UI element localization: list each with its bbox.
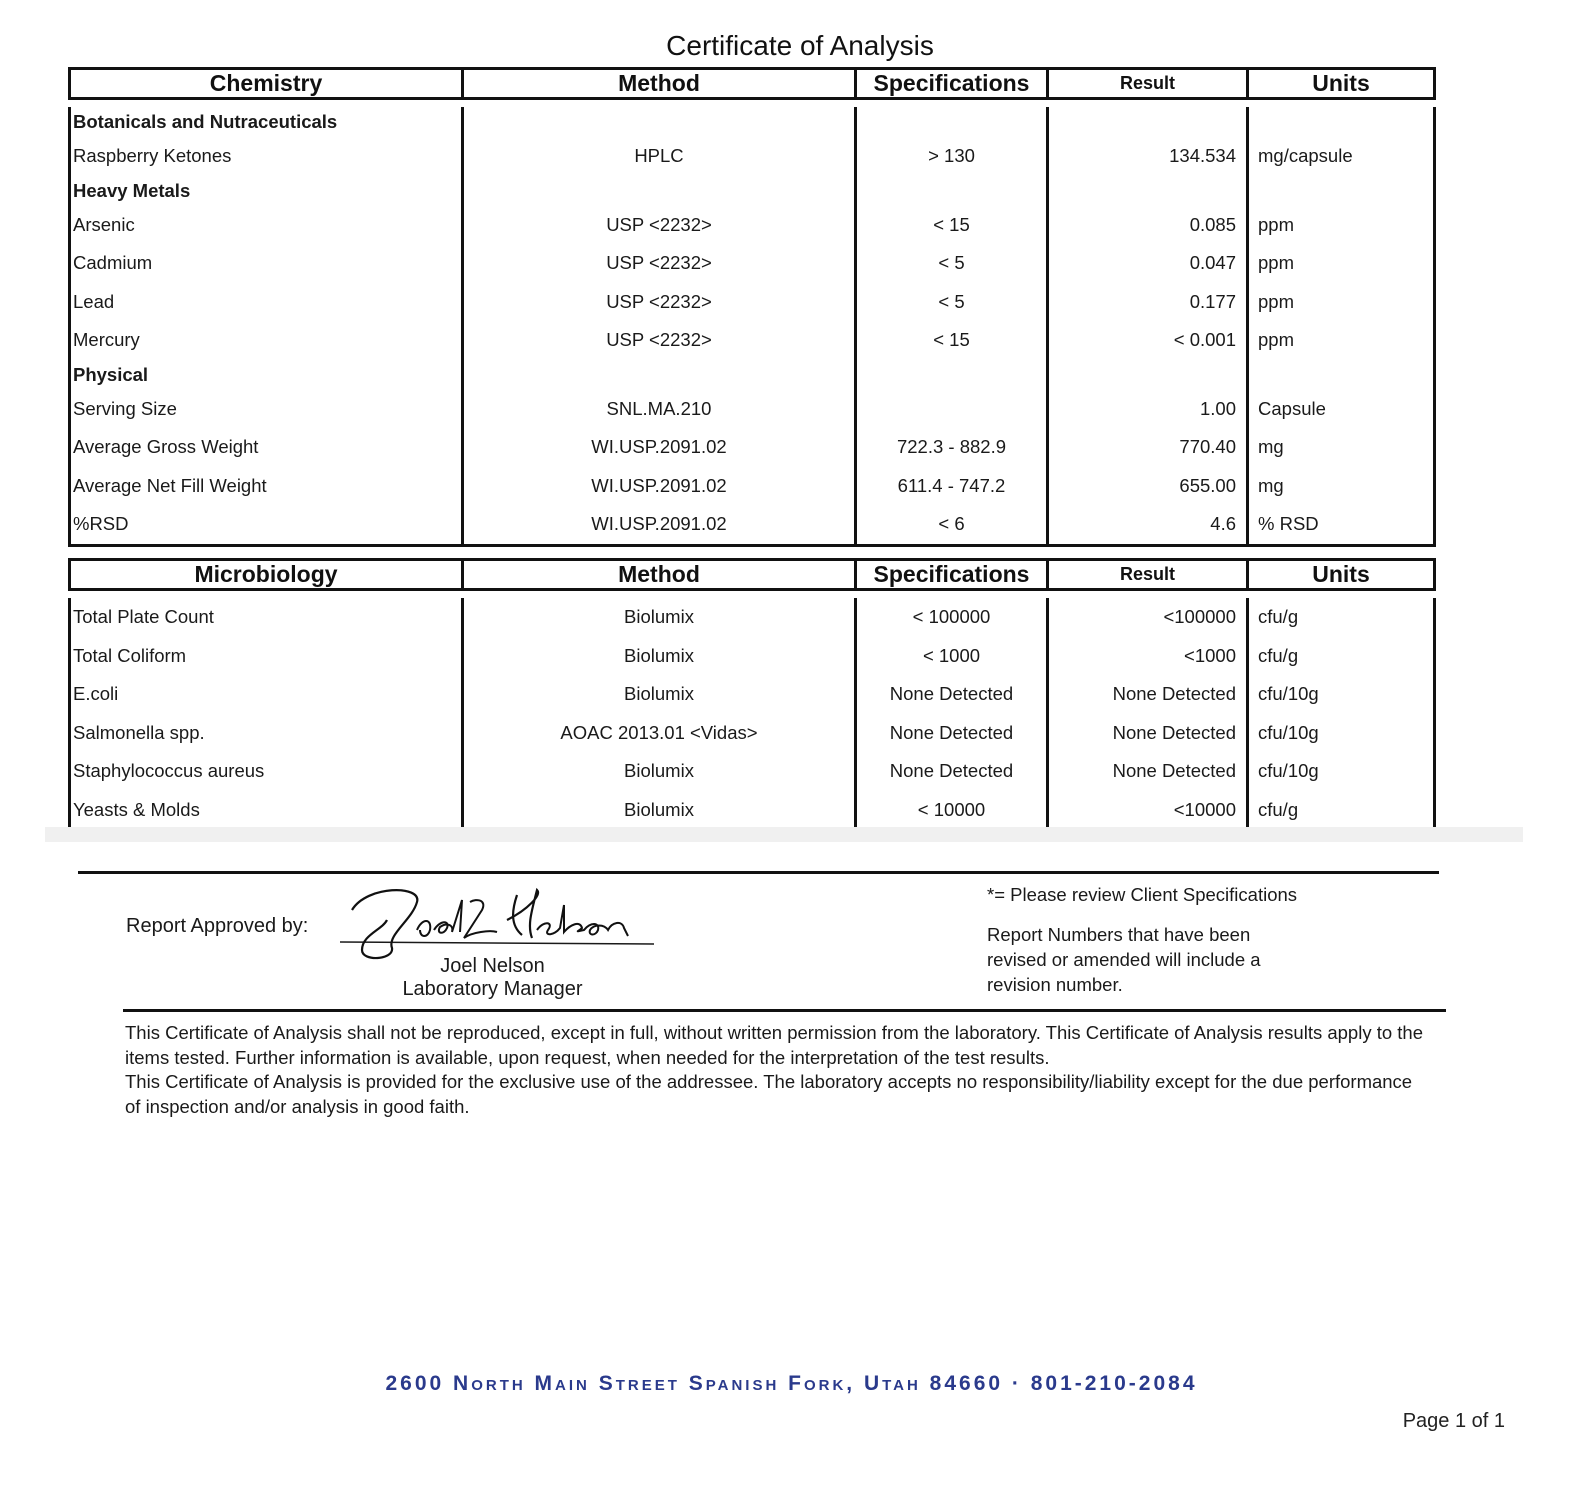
units-cell: cfu/g	[1248, 598, 1435, 637]
method-cell: USP <2232>	[463, 283, 856, 322]
result-cell: None Detected	[1048, 675, 1248, 714]
section-row	[70, 107, 1435, 137]
result-cell: 0.177	[1048, 283, 1248, 322]
organism-name: Salmonella spp.	[70, 714, 463, 753]
result-cell: 4.6	[1048, 505, 1248, 545]
column-header-units: Units	[1248, 560, 1435, 590]
column-header-specifications: Specifications	[856, 560, 1048, 590]
method-cell: HPLC	[463, 137, 856, 176]
spec-cell: < 15	[856, 206, 1048, 245]
result-cell: 655.00	[1048, 467, 1248, 506]
spec-cell: < 15	[856, 321, 1048, 360]
result-cell: None Detected	[1048, 714, 1248, 753]
signer-name: Joel Nelson	[440, 955, 545, 977]
lab-address: 2600 North Main Street Spanish Fork, Utah 84660 · 801-210-2084	[385, 1372, 1198, 1395]
spec-cell: < 10000	[856, 791, 1048, 831]
units-cell: ppm	[1248, 283, 1435, 322]
result-cell: <100000	[1048, 598, 1248, 637]
method-cell: Biolumix	[463, 637, 856, 676]
spec-cell	[856, 390, 1048, 429]
result-cell: < 0.001	[1048, 321, 1248, 360]
column-header-chemistry: Chemistry	[70, 69, 463, 99]
method-cell: WI.USP.2091.02	[463, 467, 856, 506]
result-cell: <10000	[1048, 791, 1248, 831]
column-header-result: Result	[1048, 69, 1248, 99]
spec-cell: < 100000	[856, 598, 1048, 637]
units-cell: Capsule	[1248, 390, 1435, 429]
units-cell: cfu/10g	[1248, 752, 1435, 791]
column-header-units: Units	[1248, 69, 1435, 99]
units-cell: cfu/g	[1248, 791, 1435, 831]
units-cell: ppm	[1248, 321, 1435, 360]
result-cell: 0.085	[1048, 206, 1248, 245]
spec-cell: None Detected	[856, 675, 1048, 714]
units-cell: % RSD	[1248, 505, 1435, 545]
disclaimer-paragraph: This Certificate of Analysis is provided for the exclusive use of the addressee. The laboratory accepts no responsibility/liability except for the due performance of inspection and/or analysis in good faith.	[125, 1071, 1413, 1117]
analyte-name: %RSD	[70, 505, 463, 545]
table-row	[70, 752, 1435, 791]
result-cell: 1.00	[1048, 390, 1248, 429]
units-cell: cfu/10g	[1248, 714, 1435, 753]
analyte-name: Serving Size	[70, 390, 463, 429]
spec-cell: 722.3 - 882.9	[856, 428, 1048, 467]
approval-top-rule	[78, 871, 1439, 874]
table-row	[70, 675, 1435, 714]
section-row	[70, 176, 1435, 206]
signer-role: Laboratory Manager	[402, 978, 583, 1000]
signature-image	[332, 880, 662, 965]
method-cell: USP <2232>	[463, 244, 856, 283]
disclaimer-paragraph: This Certificate of Analysis shall not be reproduced, except in full, without written permission from the laboratory. This Certificate of Analysis results apply to the items tested. Further information is available, upon request, when needed for the interpretation of the test results.	[125, 1022, 1423, 1068]
units-cell: mg/capsule	[1248, 137, 1435, 176]
organism-name: Yeasts & Molds	[70, 791, 463, 831]
revision-note: Report Numbers that have been revised or amended will include a revision number.	[987, 924, 1261, 995]
table-row	[70, 321, 1435, 360]
approval-bottom-rule	[123, 1009, 1446, 1012]
method-cell: AOAC 2013.01 <Vidas>	[463, 714, 856, 753]
table-row	[70, 206, 1435, 245]
units-cell: mg	[1248, 428, 1435, 467]
units-cell: ppm	[1248, 206, 1435, 245]
units-cell: cfu/10g	[1248, 675, 1435, 714]
category-label: Heavy Metals	[70, 176, 463, 206]
column-header-method: Method	[463, 69, 856, 99]
result-cell: None Detected	[1048, 752, 1248, 791]
analyte-name: Raspberry Ketones	[70, 137, 463, 176]
analyte-name: Lead	[70, 283, 463, 322]
spec-cell: > 130	[856, 137, 1048, 176]
analyte-name: Average Net Fill Weight	[70, 467, 463, 506]
organism-name: Staphylococcus aureus	[70, 752, 463, 791]
spec-cell: None Detected	[856, 714, 1048, 753]
organism-name: Total Plate Count	[70, 598, 463, 637]
page-title: Certificate of Analysis	[666, 30, 934, 61]
approved-by-label: Report Approved by:	[126, 915, 309, 937]
column-header-result: Result	[1048, 560, 1248, 590]
units-cell: cfu/g	[1248, 637, 1435, 676]
analyte-name: Average Gross Weight	[70, 428, 463, 467]
organism-name: E.coli	[70, 675, 463, 714]
column-header-specifications: Specifications	[856, 69, 1048, 99]
result-cell: 134.534	[1048, 137, 1248, 176]
section-divider-band	[45, 827, 1523, 842]
column-header-microbiology: Microbiology	[70, 560, 463, 590]
table-row	[70, 637, 1435, 676]
method-cell: USP <2232>	[463, 321, 856, 360]
spec-cell: < 1000	[856, 637, 1048, 676]
result-cell: <1000	[1048, 637, 1248, 676]
table-row	[70, 428, 1435, 467]
table-row	[70, 598, 1435, 637]
table-row	[70, 137, 1435, 176]
method-cell: WI.USP.2091.02	[463, 505, 856, 545]
chemistry-header-row	[70, 69, 1435, 99]
table-row	[70, 714, 1435, 753]
section-row	[70, 360, 1435, 390]
result-cell: 770.40	[1048, 428, 1248, 467]
method-cell: Biolumix	[463, 752, 856, 791]
organism-name: Total Coliform	[70, 637, 463, 676]
spec-cell: None Detected	[856, 752, 1048, 791]
table-row	[70, 505, 1435, 545]
method-cell: Biolumix	[463, 791, 856, 831]
units-cell: mg	[1248, 467, 1435, 506]
disclaimer	[125, 1021, 1425, 1119]
client-spec-note: *= Please review Client Specifications	[987, 884, 1298, 905]
column-header-method: Method	[463, 560, 856, 590]
result-cell: 0.047	[1048, 244, 1248, 283]
page-number: Page 1 of 1	[1402, 1410, 1505, 1432]
category-label: Physical	[70, 360, 463, 390]
spec-cell: < 5	[856, 283, 1048, 322]
microbiology-table	[68, 558, 1436, 832]
analyte-name: Arsenic	[70, 206, 463, 245]
table-row	[70, 791, 1435, 831]
spec-cell: < 6	[856, 505, 1048, 545]
category-label: Botanicals and Nutraceuticals	[70, 107, 463, 137]
analyte-name: Mercury	[70, 321, 463, 360]
chemistry-table	[68, 67, 1436, 547]
microbiology-header-row	[70, 560, 1435, 590]
table-row	[70, 244, 1435, 283]
table-row	[70, 390, 1435, 429]
analyte-name: Cadmium	[70, 244, 463, 283]
table-row	[70, 467, 1435, 506]
spec-cell: < 5	[856, 244, 1048, 283]
method-cell: WI.USP.2091.02	[463, 428, 856, 467]
units-cell: ppm	[1248, 244, 1435, 283]
method-cell: USP <2232>	[463, 206, 856, 245]
method-cell: Biolumix	[463, 675, 856, 714]
method-cell: Biolumix	[463, 598, 856, 637]
method-cell: SNL.MA.210	[463, 390, 856, 429]
table-row	[70, 283, 1435, 322]
spec-cell: 611.4 - 747.2	[856, 467, 1048, 506]
